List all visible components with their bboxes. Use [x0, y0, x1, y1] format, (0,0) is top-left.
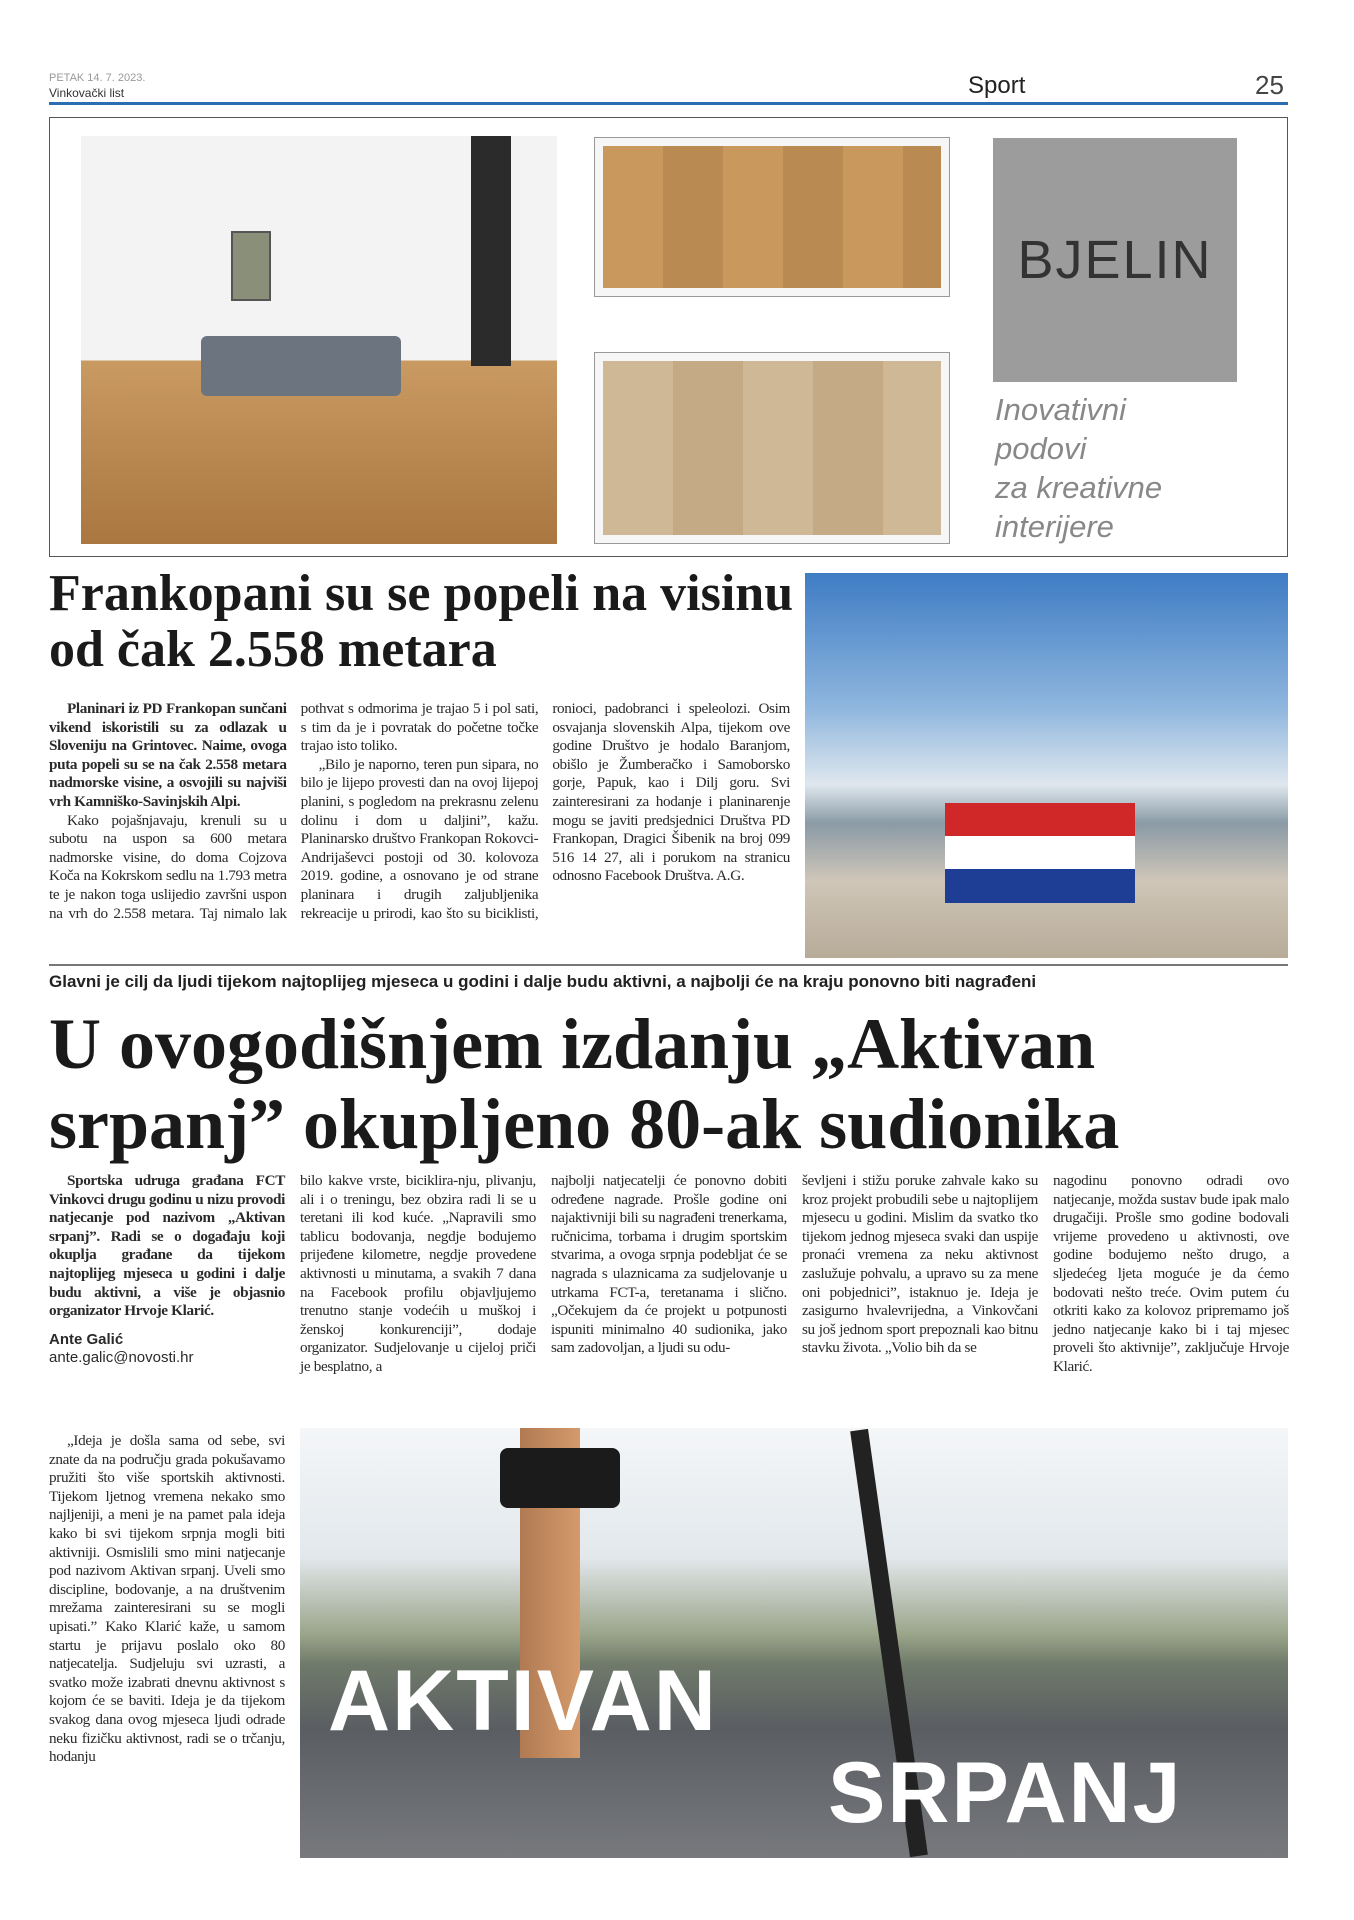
floor-photo-2 — [595, 353, 949, 543]
article2-body3: najbolji natjecatelji će ponovno dobiti određene nagrade. Prošle godine oni najaktivniji bili su nagrađeni trenerkama, ručnicima, torbama i drugim sportskim stvarima, a ovoga srpnja podebljat će se nagrada s ulaznicama za sudjelovanje u utrkama FCT-a, teretanama i slično. „Očekujem da će projekt u potpunosti ispuniti minimalno 40 sudionika, jako sam zadovoljan, a ljudi su odu- — [551, 1172, 787, 1357]
author-name: Ante Galić — [49, 1330, 124, 1348]
article2-body5: nagodinu ponovno odradi ovo natjecanje, možda sustav bude ipak malo drugačiji. Prošle smo godine bodovali vrijeme provedeno u aktivnosti, ove godine bodujemo nešto drugo, a sljedećeg ljeta moguće je da ćemo bodovati nešto treće. Ovim putem ću otkriti kako za kolovoz pripremamo još jedno natjecanje kako bi i taj mjesec proveli što aktivnije”, zaključuje Hrvoje Klarić. — [1053, 1172, 1289, 1375]
article2-body2: bilo kakve vrste, biciklira-nju, plivanju, ali i o treningu, bez obzira radi li se u teretani ili kod kuće. „Napravili smo tablicu bodovanja, negdje bodujemo prijeđene kilometre, negdje provedene aktivnosti u minutama, a svakih 7 dana na Facebook profilu objavljujemo trenutno stanje vodećih u muškoj i ženskoj konkurenciji”, dodaje organizator. Sudjelovanje u cijeloj priči je besplatno, a — [300, 1172, 536, 1375]
ad-box — [49, 117, 1288, 557]
living-room-photo — [81, 136, 557, 544]
floor-photo-1 — [595, 138, 949, 296]
bjelin-logo-box — [993, 138, 1237, 382]
article2-body4: ševljeni i stižu poruke zahvale kako su kroz projekt probudili sebe u najtoplijem mjesecu u godini. Mislim da svatko tko tijekom jednog mjeseca svaki dan uspije pronaći vremena za neku aktivnost zaslužuje pohvalu, a upravo su za mene oni pobjednici”, istaknuo je. Ideja je zasigurno hvalevrijedna, a Vinkovčani su još jednom sport prepoznali kao bitnu stavku života. „Volio bih da se — [802, 1172, 1038, 1357]
article2-col5 — [1053, 1172, 1289, 1377]
image-title-line1: AKTIVAN — [328, 1653, 718, 1749]
paper-name: Vinkovački list — [49, 86, 125, 100]
article2-body1: „Ideja je došla sama od sebe, svi znate da na području grada pokušavamo pružiti što više sportskih aktivnosti. Tijekom ljetnog vremena nekako smo najljeniji, a meni je na pamet pala ideja kako bi svi tijekom srpnja mogli biti aktivniji. Osmislili smo mini natjecanje pod nazivom Aktivan srpanj. Uveli smo discipline, bodovanje, a na društvenim mrežama zainteresirani su se mogli upisati.” Kako Klarić kaže, u samom startu je prijavu poslalo oko 80 natjecatelja. Sudjeluju svi uzrasti, a svatko može izabrati dnevnu aktivnost s kojom će se baviti. Ideja je da tijekom svakog dana ovog mjeseca ljudi odrade neku fizičku aktivnost, radi se o trčanju, hodanju — [49, 1432, 285, 1766]
slogan-line: za kreativne — [995, 470, 1163, 505]
article2-col1-continued — [49, 1432, 285, 1767]
article2-col1 — [49, 1172, 285, 1368]
article2-col2 — [300, 1172, 536, 1377]
hikers-photo — [805, 573, 1288, 958]
article1-headline: Frankopani su se popeli na visinu od čak 2.558 metara — [49, 565, 794, 678]
ad-slogan — [995, 390, 1162, 546]
slogan-line: Inovativni — [995, 392, 1126, 427]
author-email[interactable]: ante.galic@novosti.hr — [49, 1349, 194, 1367]
slogan-line: podovi — [995, 431, 1087, 466]
image-title-line2: SRPANJ — [828, 1745, 1183, 1841]
article1-body2: „Bilo je naporno, teren pun sipara, no bilo je lijepo provesti dan na ovoj lijepoj planini, s pogledom na prekrasnu zelenu dolinu i dom u daljini”, kažu. Planinarsko društvo Frankopan Rokovci-Andrijaševci postoji od 30. kolovoza 2019. godine, a osnovano je od strane planinara i drugih zaljubljenika rekreacije u prirodi, kao što su biciklisti, ronioci, padobranci i speleolozi. Osim osvajanja slovenskih Alpa, tijekom ove godine Društvo je hodalo Baranjom, obišlo je Žumberačko i Samoborsko gorje, Papuk, kao i Dilj goru. Svi zainteresirani za hodanje i planinarenje mogu se javiti predsjednici Društva PD Frankopan, Dragici Šibenik na broj 099 516 14 27, ali i porukom na stranicu odnosno Facebook Društva. A.G. — [300, 700, 790, 922]
article2-col4 — [802, 1172, 1038, 1358]
section-name: Sport — [968, 72, 1026, 99]
article1-lead: Planinari iz PD Frankopan sunčani vikend iskoristili su za odlazak u Sloveniju na Grintovec. Naime, ovoga puta popeli su se na čak 2.558 metara nadmorske visine, a osvojili su najviši vrh Kamniško-Savinjskih Alpi. — [49, 700, 287, 810]
article1-body1: Kako pojašnjavaju, krenuli su u subotu na uspon sa 600 metara nadmorske visine, do doma Cojzova Koča na Kokrskom sedlu na 1.793 metra te je nakon toga uslijedio završni uspon na vrh do 2.558 metara. Taj nimalo lak pothvat s odmorima je trajao 5 i pol sati, s tim da je i povratak do početne točke trajao isto toliko. — [49, 700, 539, 922]
brand-logo: BJELIN — [1017, 230, 1213, 290]
page-number: 25 — [1255, 70, 1284, 100]
article2-lead: Sportska udruga građana FCT Vinkovci drugu godinu u nizu provodi natjecanje pod nazivom „Aktivan srpanj”. Radi se o događaju koji okuplja građane da tijekom najtoplijeg mjeseca u godini i dalje budu aktivni, a više je objasnio organizator Hrvoje Klarić. — [49, 1172, 285, 1320]
issue-date: PETAK 14. 7. 2023. — [49, 72, 146, 84]
article2-col3 — [551, 1172, 787, 1358]
article1-columns — [49, 700, 790, 923]
slogan-line: interijere — [995, 509, 1114, 544]
header-rule — [49, 102, 1288, 105]
aktivan-srpanj-photo — [300, 1428, 1288, 1858]
article2-headline: U ovogodišnjem izdanju „Aktivan srpanj” okupljeno 80-ak sudionika — [49, 1004, 1120, 1164]
article2-kicker: Glavni je cilj da ljudi tijekom najtoplijeg mjeseca u godini i dalje budu aktivni, a najbolji će na kraju ponovno biti nagrađeni — [49, 972, 1037, 991]
section-divider — [49, 964, 1288, 966]
